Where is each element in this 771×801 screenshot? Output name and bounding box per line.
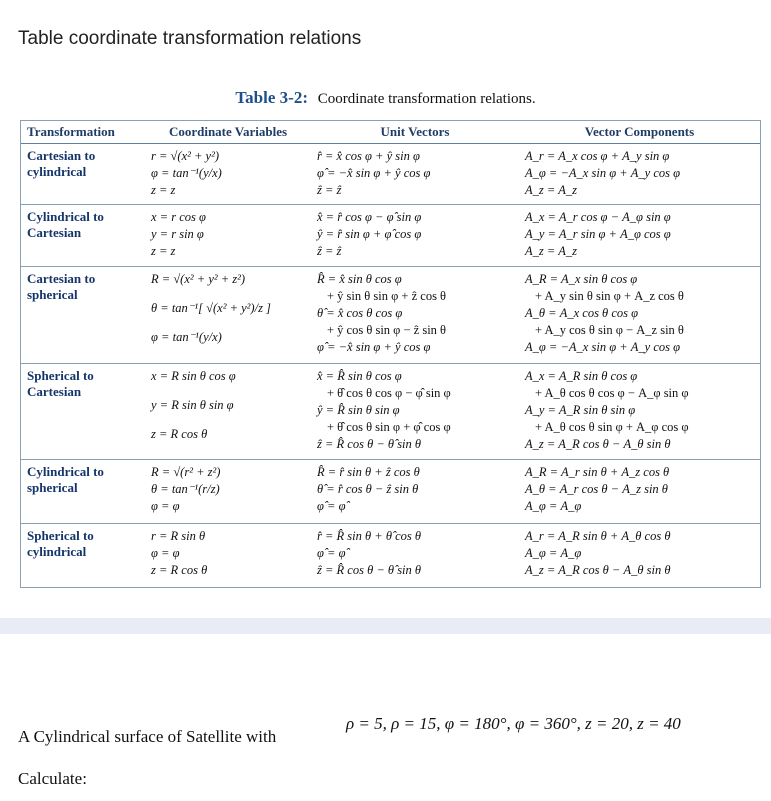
- caption-number: Table 3-2:: [235, 88, 308, 107]
- transformation-line: cylindrical: [27, 164, 87, 179]
- table-row: [21, 205, 760, 266]
- coordinate-cell: [145, 523, 311, 587]
- formula-line: A_z = A_R cos θ − A_θ sin θ: [525, 436, 671, 451]
- transformation-line: Cartesian to: [27, 270, 96, 286]
- transformation-line: cylindrical: [27, 543, 87, 559]
- formula-line: A_φ = A_φ: [525, 545, 582, 560]
- transformation-line: Cartesian: [27, 383, 82, 399]
- vector-component-cell: [519, 144, 760, 205]
- formula-line: A_φ = A_φ: [525, 499, 582, 514]
- header-vector-components: Vector Components: [519, 121, 760, 144]
- unit-vector-cell: [311, 523, 519, 587]
- formula-line: z = z: [151, 244, 176, 259]
- formula-line: θ = tan⁻¹[ √(x² + y²)/z ]: [151, 300, 271, 315]
- vector-component-cell: [519, 523, 760, 587]
- formula-line: φ̂ = −x̂ sin φ + ŷ cos φ: [317, 339, 431, 354]
- problem-statement: A Cylindrical surface of Satellite with: [18, 727, 277, 746]
- formula-line: r̂ = R̂ sin θ + θ̂ cos θ: [317, 528, 422, 543]
- formula-line: ẑ = ẑ: [317, 183, 342, 197]
- transformation-line: spherical: [27, 480, 78, 496]
- table-row: [21, 363, 760, 460]
- formula-line: y = r sin φ: [151, 227, 204, 242]
- transformation-line: Cartesian to: [27, 148, 96, 163]
- transformation-cell: [21, 144, 145, 205]
- formula-line: + ŷ cos θ sin φ − ẑ sin θ: [327, 322, 447, 337]
- formula-line: A_θ = A_x cos θ cos φ: [525, 305, 639, 320]
- unit-vector-cell: [311, 205, 519, 266]
- header-unit-vectors: Unit Vectors: [311, 121, 519, 144]
- table-caption: [0, 88, 771, 108]
- formula-line: A_x = A_r cos φ − A_φ sin φ: [525, 210, 671, 225]
- given-values: ρ = 5, ρ = 15, φ = 180°, φ = 360°, z = 20, z = 40: [346, 714, 681, 733]
- formula-line: + A_θ cos θ cos φ − A_φ sin φ: [535, 385, 689, 400]
- table-row: [21, 460, 760, 524]
- formula-line: y = R sin θ sin φ: [151, 397, 234, 412]
- formula-line: φ = tan⁻¹(y/x): [151, 166, 222, 180]
- formula-line: A_z = A_z: [525, 244, 577, 259]
- formula-line: R = √(x² + y² + z²): [151, 271, 246, 286]
- header-transformation: Transformation: [21, 121, 145, 144]
- formula-line: A_z = A_R cos θ − A_θ sin θ: [525, 562, 671, 577]
- formula-line: A_x = A_R sin θ cos φ: [525, 368, 638, 383]
- formula-line: r = R sin θ: [151, 528, 206, 543]
- formula-line: + A_θ cos θ sin φ + A_φ cos φ: [535, 419, 689, 434]
- transformation-line: Cylindrical to: [27, 209, 104, 225]
- formula-line: + A_y cos θ sin φ − A_z sin θ: [535, 322, 684, 337]
- formula-line: A_θ = A_r cos θ − A_z sin θ: [525, 482, 668, 497]
- transformation-line: Spherical to: [27, 367, 94, 383]
- formula-line: φ̂ = −x̂ sin φ + ŷ cos φ: [317, 166, 431, 180]
- transformation-cell: [21, 266, 145, 363]
- formula-line: z = R cos θ: [151, 426, 208, 441]
- coordinate-cell: [145, 205, 311, 266]
- header-coordinate-variables: Coordinate Variables: [145, 121, 311, 144]
- formula-line: φ = tan⁻¹(y/x): [151, 329, 222, 344]
- formula-line: A_R = A_x sin θ cos φ: [525, 271, 638, 286]
- table-row: [21, 266, 760, 363]
- coordinate-cell: [145, 144, 311, 205]
- formula-line: R̂ = r̂ sin θ + ẑ cos θ: [317, 465, 420, 480]
- formula-line: x̂ = R̂ sin θ cos φ: [317, 368, 402, 383]
- vector-component-cell: [519, 363, 760, 460]
- formula-line: φ̂ = φ̂: [317, 499, 346, 514]
- formula-line: ŷ = r̂ sin φ + φ̂ cos φ: [317, 227, 422, 242]
- formula-line: R̂ = x̂ sin θ cos φ: [317, 271, 402, 286]
- coordinate-cell: [145, 363, 311, 460]
- section-divider: [0, 618, 771, 634]
- formula-line: x = R sin θ cos φ: [151, 368, 236, 383]
- formula-line: φ = φ: [151, 545, 180, 560]
- formula-line: A_r = A_R sin θ + A_θ cos θ: [525, 528, 671, 543]
- transformation-line: Cylindrical to: [27, 464, 104, 480]
- formula-line: A_R = A_r sin θ + A_z cos θ: [525, 465, 670, 480]
- formula-line: ẑ = R̂ cos θ − θ̂ sin θ: [317, 436, 422, 451]
- formula-line: θ = tan⁻¹(r/z): [151, 482, 220, 497]
- formula-line: A_φ = −A_x sin φ + A_y cos φ: [525, 166, 681, 180]
- formula-line: + ŷ sin θ sin φ + ẑ cos θ: [327, 288, 447, 303]
- transformation-cell: [21, 205, 145, 266]
- transformation-line: Cartesian: [27, 225, 82, 241]
- coordinate-cell: [145, 460, 311, 524]
- unit-vector-cell: [311, 266, 519, 363]
- formula-line: r̂ = x̂ cos φ + ŷ sin φ: [317, 149, 420, 163]
- formula-line: z = R cos θ: [151, 562, 208, 577]
- page-heading: Table coordinate transformation relations: [18, 28, 362, 49]
- formula-line: + θ̂ cos θ sin φ + φ̂ cos φ: [327, 419, 451, 434]
- formula-line: + A_y sin θ sin φ + A_z cos θ: [535, 288, 684, 303]
- transformation-line: Spherical to: [27, 527, 94, 543]
- transformation-line: spherical: [27, 286, 78, 302]
- transformation-cell: [21, 363, 145, 460]
- formula-line: r = √(x² + y²): [151, 149, 220, 163]
- unit-vector-cell: [311, 144, 519, 205]
- vector-component-cell: [519, 460, 760, 524]
- formula-line: A_y = A_R sin θ sin φ: [525, 402, 636, 417]
- formula-line: θ̂ = r̂ cos θ − ẑ sin θ: [317, 482, 419, 497]
- transformation-cell: [21, 460, 145, 524]
- formula-line: A_y = A_r sin φ + A_φ cos φ: [525, 227, 671, 242]
- calculate-label: Calculate:: [18, 769, 87, 788]
- caption-text: Coordinate transformation relations.: [317, 91, 536, 107]
- transformation-table: [20, 120, 761, 588]
- formula-line: A_φ = −A_x sin φ + A_y cos φ: [525, 339, 681, 354]
- coordinate-cell: [145, 266, 311, 363]
- vector-component-cell: [519, 266, 760, 363]
- formula-line: A_z = A_z: [525, 183, 577, 197]
- formula-line: φ̂ = φ̂: [317, 545, 346, 560]
- transformation-cell: [21, 523, 145, 587]
- formula-line: x = r cos φ: [151, 210, 206, 225]
- formula-line: R = √(r² + z²): [151, 465, 221, 480]
- formula-line: + θ̂ cos θ cos φ − φ̂ sin φ: [327, 385, 451, 400]
- formula-line: θ̂ = x̂ cos θ cos φ: [317, 305, 403, 320]
- unit-vector-cell: [311, 460, 519, 524]
- table-row: [21, 144, 760, 205]
- formula-line: z = z: [151, 183, 176, 197]
- formula-line: φ = φ: [151, 499, 180, 514]
- formula-line: x̂ = r̂ cos φ − φ̂ sin φ: [317, 210, 422, 225]
- table-header-row: [21, 121, 760, 144]
- formula-line: A_r = A_x cos φ + A_y sin φ: [525, 149, 670, 163]
- formula-line: ẑ = ẑ: [317, 244, 342, 259]
- vector-component-cell: [519, 205, 760, 266]
- table-row: [21, 523, 760, 587]
- formula-line: ẑ = R̂ cos θ − θ̂ sin θ: [317, 562, 422, 577]
- unit-vector-cell: [311, 363, 519, 460]
- formula-line: ŷ = R̂ sin θ sin φ: [317, 402, 400, 417]
